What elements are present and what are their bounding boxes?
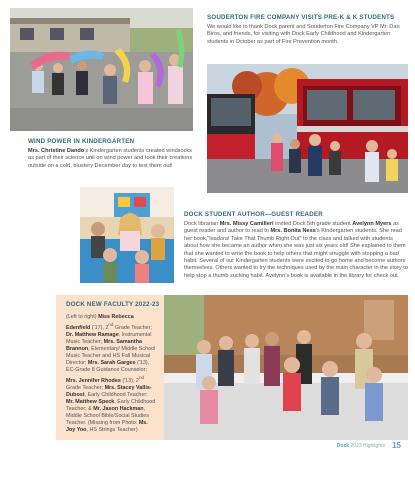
author-mid1: invited Dock 5th grade student [273,221,353,227]
faculty-name: Mrs. Sarah Garges [87,360,136,367]
faculty-section-heading: DOCK NEW FACULTY 2022-23 [66,301,160,308]
faculty-name: Mrs. Jennifer Rhodes [66,377,121,384]
fire-section-heading: SOUDERTON FIRE COMPANY VISITS PRE-K & K STUDENTS [207,14,395,21]
author-mid2: as guest reader and author to read to [184,221,399,235]
faculty-sup: nd [108,322,114,328]
faculty-name: Mrs. Stacey Vallis-Dubost [66,385,152,399]
author-intro: Dock librarian [184,221,220,227]
faculty-text: (Left to right) [66,314,99,320]
faculty-group-photo [164,295,408,440]
page-number: 15 [392,441,401,450]
author-body-text: 's Kindergarten students. She read her book,"Isadora! Take That Thumb Right Out" to the class and talked with students about how she became an author when she was just six years old! She explained to them that she wanted to write the book to help others that might struggle with stopping a bad habit. Several of our Kindergarten students were excited to go home and become authors themselves. Others wanted to try the techniques used by the main character in the story to help stop a thumb sucking habit. Avelynn's book is available in the library for check out. [184,228,408,279]
footer-brand: Dock [336,443,350,449]
faculty-sup: nd [138,375,144,381]
fire-truck-photo [207,64,408,193]
faculty-text: Grade Teacher; [113,324,152,331]
fire-section-body: We would like to thank Dock parent and Souderton Fire Company VP Mr. Dan Biros, and friends, for visiting with Dock Early Childhood and Kindergarten students in October as part of Fire Prevention month. [207,24,400,45]
faculty-text: , Middle School Bible/Social Studies Teacher. (Missing from Photo: [66,406,150,427]
librarian-name: Mrs. Missy Camilleri [219,221,274,227]
faculty-name: Dr. Matthew Ramage [66,331,119,338]
faculty-name: Ms. Joy Yoo [66,420,148,434]
faculty-text: , Elementary/ Middle School Music Teacher and HS Fall Musical Director; [66,345,156,367]
faculty-text: , Early Childhood Teacher; & [66,399,156,413]
wind-section-heading: WIND POWER IN KINDERGARTEN [28,138,135,145]
wind-body-text: 's Kindergarten students created windsocks as part of their science unit on wind power and took their creations outside on a cold, blustery December day to test them out! [28,148,193,169]
faculty-text: , Early Childhood Teacher; [84,392,148,399]
faculty-text: , HS Strings Teacher) [86,427,138,434]
wind-section-body [28,148,198,170]
faculty-text: ('13), 2 [120,377,139,384]
student-name: Avelynn Myers [352,221,392,227]
faculty-box [56,295,164,440]
windsock-photo [10,8,193,131]
page-footer [337,443,385,449]
faculty-text: , Instrumental Music Teacher; [66,331,152,345]
wind-teacher-name: Mrs. Christine Dando [28,148,85,154]
author-section-heading: DOCK STUDENT AUTHOR—GUEST READER [184,211,323,218]
faculty-name: Mr. Matthew Speck [66,399,115,406]
author-teacher-name: Mrs. Bonita Ness [270,228,316,235]
student-author-photo [80,187,174,283]
footer-title: 2023 Highlights [349,443,385,449]
faculty-text: ('17), 2 [90,324,109,331]
faculty-section-body [66,314,156,434]
faculty-name: Mrs. Samantha Brannon [66,338,143,352]
faculty-text: Grade Teacher; [66,385,105,392]
faculty-name: Mr. Jason Hackman [93,406,144,413]
author-section-body [184,221,408,280]
faculty-name: Miss Rebecca Edenfield [66,314,134,331]
faculty-text: ('13), EC-Grade 8 Guidance Counselor; [66,360,150,374]
